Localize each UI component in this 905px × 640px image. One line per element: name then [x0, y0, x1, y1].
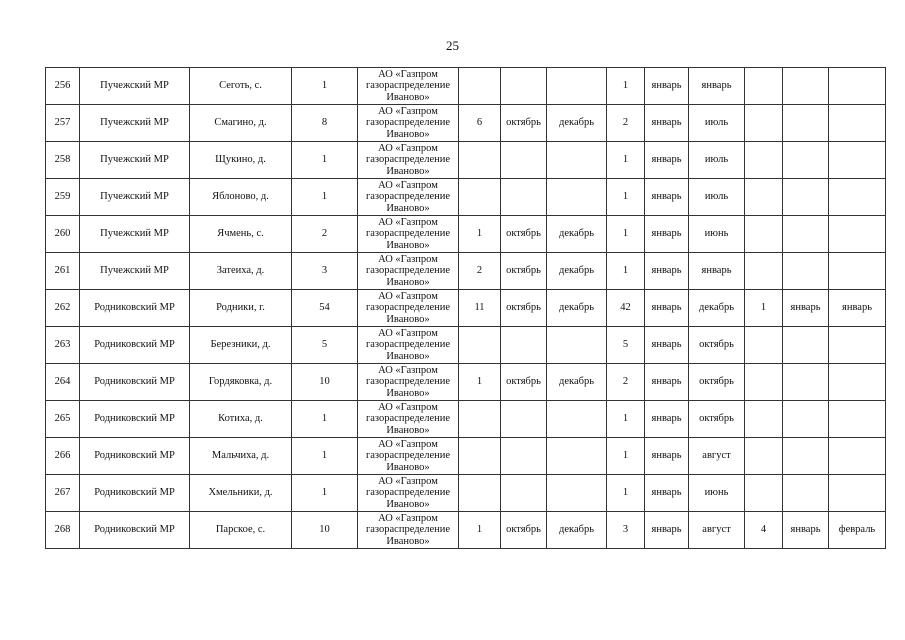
count-cell: 1	[292, 68, 358, 105]
operator-line: газораспределение	[365, 265, 451, 277]
count-cell: 10	[292, 364, 358, 401]
district-cell: Родниковский МР	[80, 290, 190, 327]
district-cell: Родниковский МР	[80, 364, 190, 401]
stage2-quantity-cell: 1	[607, 142, 645, 179]
district-cell: Пучежский МР	[80, 253, 190, 290]
operator-cell	[358, 475, 459, 512]
stage3-quantity-cell	[745, 475, 783, 512]
stage3-end-cell	[829, 327, 886, 364]
row-number-cell: 262	[46, 290, 80, 327]
operator-cell	[358, 512, 459, 549]
operator-line: Иваново»	[386, 276, 430, 288]
operator-line: газораспределение	[365, 154, 451, 166]
stage2-start-cell: январь	[645, 438, 689, 475]
table-row	[46, 290, 886, 327]
stage3-quantity-cell: 4	[745, 512, 783, 549]
row-number-cell: 257	[46, 105, 80, 142]
stage1-quantity-cell	[459, 179, 501, 216]
stage2-end-cell: июнь	[689, 475, 745, 512]
table-row	[46, 253, 886, 290]
operator-line: Иваново»	[386, 498, 430, 510]
stage2-start-cell: январь	[645, 475, 689, 512]
stage1-end-cell	[547, 438, 607, 475]
operator-line: АО «Газпром	[378, 401, 438, 413]
locality-cell: Мальчиха, д.	[190, 438, 292, 475]
stage1-start-cell: октябрь	[501, 253, 547, 290]
stage2-start-cell: январь	[645, 512, 689, 549]
district-cell: Родниковский МР	[80, 438, 190, 475]
stage3-end-cell	[829, 475, 886, 512]
stage1-end-cell: декабрь	[547, 364, 607, 401]
stage3-quantity-cell	[745, 216, 783, 253]
stage3-start-cell	[783, 179, 829, 216]
operator-line: АО «Газпром	[378, 512, 438, 524]
stage1-start-cell	[501, 142, 547, 179]
stage3-quantity-cell	[745, 68, 783, 105]
stage2-end-cell: июль	[689, 179, 745, 216]
operator-line: Иваново»	[386, 350, 430, 362]
stage2-end-cell: август	[689, 438, 745, 475]
locality-cell: Родники, г.	[190, 290, 292, 327]
stage2-quantity-cell: 2	[607, 105, 645, 142]
stage3-quantity-cell	[745, 105, 783, 142]
row-number-cell: 265	[46, 401, 80, 438]
stage1-end-cell: декабрь	[547, 512, 607, 549]
operator-cell	[358, 142, 459, 179]
stage3-quantity-cell	[745, 179, 783, 216]
locality-cell: Ячмень, с.	[190, 216, 292, 253]
stage2-start-cell: январь	[645, 253, 689, 290]
count-cell: 3	[292, 253, 358, 290]
stage3-start-cell	[783, 105, 829, 142]
count-cell: 10	[292, 512, 358, 549]
operator-line: газораспределение	[365, 413, 451, 425]
stage3-start-cell	[783, 475, 829, 512]
stage1-quantity-cell: 1	[459, 512, 501, 549]
stage3-end-cell	[829, 68, 886, 105]
stage1-quantity-cell	[459, 401, 501, 438]
stage3-end-cell	[829, 364, 886, 401]
row-number-cell: 266	[46, 438, 80, 475]
stage3-start-cell	[783, 364, 829, 401]
stage2-start-cell: январь	[645, 327, 689, 364]
operator-line: газораспределение	[365, 191, 451, 203]
stage3-end-cell	[829, 179, 886, 216]
district-cell: Родниковский МР	[80, 327, 190, 364]
stage2-end-cell: октябрь	[689, 364, 745, 401]
stage1-quantity-cell: 2	[459, 253, 501, 290]
district-cell: Пучежский МР	[80, 179, 190, 216]
stage1-quantity-cell	[459, 68, 501, 105]
operator-cell	[358, 327, 459, 364]
table-body	[46, 68, 886, 549]
stage1-start-cell: октябрь	[501, 216, 547, 253]
stage2-start-cell: январь	[645, 68, 689, 105]
operator-line: АО «Газпром	[378, 438, 438, 450]
stage3-start-cell	[783, 142, 829, 179]
stage2-end-cell: октябрь	[689, 401, 745, 438]
row-number-cell: 268	[46, 512, 80, 549]
stage1-end-cell	[547, 327, 607, 364]
table-row	[46, 364, 886, 401]
stage3-end-cell: февраль	[829, 512, 886, 549]
stage3-start-cell	[783, 327, 829, 364]
stage2-start-cell: январь	[645, 364, 689, 401]
operator-line: газораспределение	[365, 376, 451, 388]
stage3-quantity-cell	[745, 438, 783, 475]
stage2-start-cell: январь	[645, 290, 689, 327]
stage1-start-cell: октябрь	[501, 105, 547, 142]
stage1-start-cell	[501, 401, 547, 438]
operator-cell	[358, 253, 459, 290]
stage2-end-cell: октябрь	[689, 327, 745, 364]
stage2-quantity-cell: 1	[607, 438, 645, 475]
stage2-quantity-cell: 42	[607, 290, 645, 327]
locality-cell: Затеиха, д.	[190, 253, 292, 290]
locality-cell: Гордяковка, д.	[190, 364, 292, 401]
operator-line: газораспределение	[365, 117, 451, 129]
district-cell: Пучежский МР	[80, 105, 190, 142]
operator-line: газораспределение	[365, 80, 451, 92]
stage1-start-cell	[501, 68, 547, 105]
count-cell: 5	[292, 327, 358, 364]
operator-line: Иваново»	[386, 91, 430, 103]
stage1-end-cell: декабрь	[547, 216, 607, 253]
stage1-start-cell	[501, 179, 547, 216]
stage3-start-cell: январь	[783, 512, 829, 549]
stage1-end-cell	[547, 179, 607, 216]
operator-cell	[358, 105, 459, 142]
table-row	[46, 68, 886, 105]
district-cell: Родниковский МР	[80, 512, 190, 549]
locality-cell: Сеготь, с.	[190, 68, 292, 105]
stage2-quantity-cell: 5	[607, 327, 645, 364]
operator-line: АО «Газпром	[378, 179, 438, 191]
operator-line: газораспределение	[365, 524, 451, 536]
operator-line: газораспределение	[365, 487, 451, 499]
table-row	[46, 475, 886, 512]
stage2-quantity-cell: 1	[607, 401, 645, 438]
locality-cell: Щукино, д.	[190, 142, 292, 179]
stage2-quantity-cell: 1	[607, 216, 645, 253]
stage2-end-cell: август	[689, 512, 745, 549]
stage1-end-cell	[547, 142, 607, 179]
operator-line: АО «Газпром	[378, 68, 438, 80]
operator-line: АО «Газпром	[378, 105, 438, 117]
stage3-end-cell	[829, 105, 886, 142]
stage2-quantity-cell: 1	[607, 253, 645, 290]
stage1-start-cell	[501, 327, 547, 364]
stage3-quantity-cell: 1	[745, 290, 783, 327]
row-number-cell: 259	[46, 179, 80, 216]
operator-line: Иваново»	[386, 239, 430, 251]
stage3-quantity-cell	[745, 364, 783, 401]
locality-cell: Яблоново, д.	[190, 179, 292, 216]
operator-line: газораспределение	[365, 450, 451, 462]
locality-cell: Хмельники, д.	[190, 475, 292, 512]
stage3-start-cell	[783, 438, 829, 475]
operator-line: АО «Газпром	[378, 216, 438, 228]
stage3-start-cell	[783, 68, 829, 105]
stage1-quantity-cell: 1	[459, 364, 501, 401]
stage1-start-cell	[501, 438, 547, 475]
operator-line: Иваново»	[386, 461, 430, 473]
row-number-cell: 264	[46, 364, 80, 401]
stage2-end-cell: июль	[689, 142, 745, 179]
table-row	[46, 512, 886, 549]
table-row	[46, 105, 886, 142]
stage1-quantity-cell: 6	[459, 105, 501, 142]
count-cell: 8	[292, 105, 358, 142]
operator-line: газораспределение	[365, 339, 451, 351]
locality-cell: Березники, д.	[190, 327, 292, 364]
stage3-start-cell: январь	[783, 290, 829, 327]
stage3-end-cell: январь	[829, 290, 886, 327]
stage3-end-cell	[829, 253, 886, 290]
row-number-cell: 261	[46, 253, 80, 290]
stage1-end-cell: декабрь	[547, 290, 607, 327]
stage1-quantity-cell	[459, 327, 501, 364]
locality-cell: Смагино, д.	[190, 105, 292, 142]
stage2-start-cell: январь	[645, 142, 689, 179]
operator-cell	[358, 401, 459, 438]
district-cell: Пучежский МР	[80, 216, 190, 253]
operator-cell	[358, 364, 459, 401]
stage1-quantity-cell	[459, 142, 501, 179]
operator-line: Иваново»	[386, 128, 430, 140]
stage1-quantity-cell: 11	[459, 290, 501, 327]
stage3-end-cell	[829, 401, 886, 438]
stage3-quantity-cell	[745, 142, 783, 179]
page-number: 25	[446, 38, 459, 53]
stage1-quantity-cell	[459, 438, 501, 475]
locality-cell: Парское, с.	[190, 512, 292, 549]
stage3-quantity-cell	[745, 327, 783, 364]
stage1-quantity-cell	[459, 475, 501, 512]
stage2-end-cell: декабрь	[689, 290, 745, 327]
stage2-end-cell: июнь	[689, 216, 745, 253]
operator-cell	[358, 290, 459, 327]
operator-line: АО «Газпром	[378, 290, 438, 302]
table-row	[46, 327, 886, 364]
operator-cell	[358, 179, 459, 216]
row-number-cell: 260	[46, 216, 80, 253]
stage2-end-cell: январь	[689, 68, 745, 105]
stage2-start-cell: январь	[645, 105, 689, 142]
stage1-start-cell: октябрь	[501, 512, 547, 549]
count-cell: 1	[292, 401, 358, 438]
count-cell: 54	[292, 290, 358, 327]
table-row	[46, 216, 886, 253]
row-number-cell: 267	[46, 475, 80, 512]
count-cell: 2	[292, 216, 358, 253]
operator-line: Иваново»	[386, 387, 430, 399]
stage3-start-cell	[783, 216, 829, 253]
operator-line: Иваново»	[386, 424, 430, 436]
count-cell: 1	[292, 438, 358, 475]
count-cell: 1	[292, 142, 358, 179]
table-row	[46, 401, 886, 438]
district-cell: Родниковский МР	[80, 475, 190, 512]
operator-line: Иваново»	[386, 165, 430, 177]
stage2-start-cell: январь	[645, 179, 689, 216]
stage1-end-cell	[547, 475, 607, 512]
stage2-start-cell: январь	[645, 216, 689, 253]
district-cell: Пучежский МР	[80, 142, 190, 179]
stage3-quantity-cell	[745, 401, 783, 438]
row-number-cell: 263	[46, 327, 80, 364]
operator-cell	[358, 68, 459, 105]
stage1-end-cell	[547, 401, 607, 438]
operator-line: Иваново»	[386, 313, 430, 325]
operator-line: АО «Газпром	[378, 142, 438, 154]
stage3-quantity-cell	[745, 253, 783, 290]
stage2-quantity-cell: 3	[607, 512, 645, 549]
locality-cell: Котиха, д.	[190, 401, 292, 438]
district-cell: Родниковский МР	[80, 401, 190, 438]
stage1-quantity-cell: 1	[459, 216, 501, 253]
row-number-cell: 256	[46, 68, 80, 105]
district-cell: Пучежский МР	[80, 68, 190, 105]
stage3-end-cell	[829, 142, 886, 179]
stage1-start-cell	[501, 475, 547, 512]
operator-line: Иваново»	[386, 202, 430, 214]
stage2-end-cell: январь	[689, 253, 745, 290]
stage3-end-cell	[829, 438, 886, 475]
operator-cell	[358, 216, 459, 253]
stage2-quantity-cell: 1	[607, 68, 645, 105]
operator-line: АО «Газпром	[378, 253, 438, 265]
table-row	[46, 179, 886, 216]
operator-line: газораспределение	[365, 302, 451, 314]
stage2-quantity-cell: 2	[607, 364, 645, 401]
row-number-cell: 258	[46, 142, 80, 179]
stage2-end-cell: июль	[689, 105, 745, 142]
stage1-start-cell: октябрь	[501, 290, 547, 327]
stage3-end-cell	[829, 216, 886, 253]
operator-line: газораспределение	[365, 228, 451, 240]
stage1-end-cell	[547, 68, 607, 105]
operator-line: АО «Газпром	[378, 475, 438, 487]
stage1-start-cell: октябрь	[501, 364, 547, 401]
stage1-end-cell: декабрь	[547, 105, 607, 142]
count-cell: 1	[292, 475, 358, 512]
stage2-quantity-cell: 1	[607, 179, 645, 216]
gasification-schedule-table	[45, 67, 886, 549]
stage2-quantity-cell: 1	[607, 475, 645, 512]
operator-cell	[358, 438, 459, 475]
stage2-start-cell: январь	[645, 401, 689, 438]
operator-line: АО «Газпром	[378, 327, 438, 339]
table-row	[46, 142, 886, 179]
table-row	[46, 438, 886, 475]
stage3-start-cell	[783, 253, 829, 290]
stage3-start-cell	[783, 401, 829, 438]
operator-line: Иваново»	[386, 535, 430, 547]
operator-line: АО «Газпром	[378, 364, 438, 376]
stage1-end-cell: декабрь	[547, 253, 607, 290]
count-cell: 1	[292, 179, 358, 216]
